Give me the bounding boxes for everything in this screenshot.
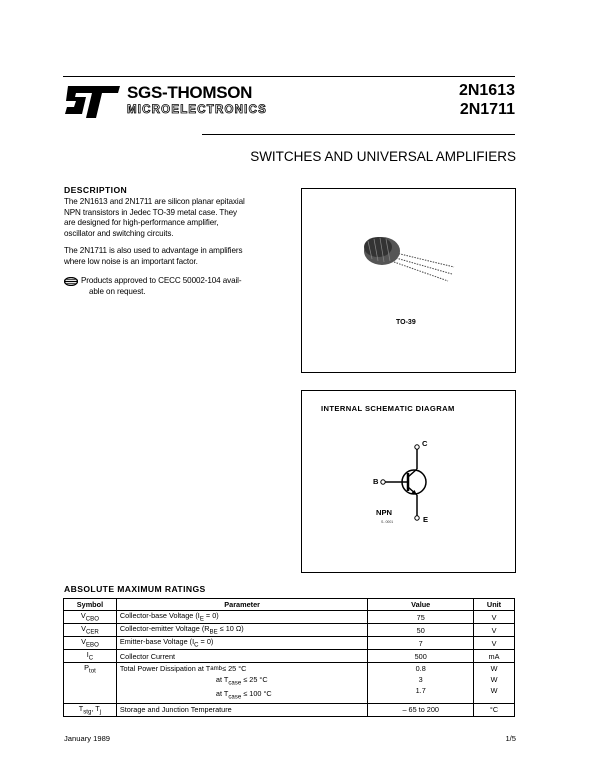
symbol-separator: , T <box>91 704 100 714</box>
collector-label: C <box>422 439 428 448</box>
text-line: Products approved to CECC 50002-104 avail- <box>81 276 242 285</box>
col-header-parameter: Parameter <box>116 599 367 611</box>
footer-date: January 1989 <box>64 734 111 743</box>
ratings-table <box>63 598 515 717</box>
parameter-text: Emitter-base Voltage (I <box>119 637 195 647</box>
power-condition-line <box>120 674 364 688</box>
unit-cell: V <box>474 611 515 624</box>
unit-line: W <box>490 675 498 684</box>
parameter-text-end: = 0) <box>198 637 214 647</box>
condition-subscript: case <box>228 679 242 687</box>
unit-cell: °C <box>474 703 515 716</box>
condition-pre: at T <box>197 664 211 673</box>
package-caption: TO-39 <box>396 319 416 326</box>
cecc-bullet-icon <box>64 277 78 286</box>
symbol: V <box>80 611 86 621</box>
parameter-cell <box>116 637 367 650</box>
col-header-unit: Unit <box>474 599 515 611</box>
unit-line: W <box>490 664 498 673</box>
symbol: P <box>84 663 89 672</box>
table-row <box>64 624 515 637</box>
description-heading: DESCRIPTION <box>64 185 128 195</box>
power-condition-line <box>120 688 364 702</box>
table-row <box>64 703 515 716</box>
symbol: T <box>78 704 84 714</box>
symbol-cell <box>64 663 117 704</box>
symbol-subscript: CBO <box>85 615 99 623</box>
subtitle-rule <box>202 134 515 135</box>
symbol: V <box>81 624 86 634</box>
unit-cell <box>474 663 515 704</box>
parameter-subscript: E <box>199 615 204 623</box>
value-cell: 7 <box>368 637 474 650</box>
value-cell: 500 <box>368 650 474 663</box>
parameter-text: Collector-base Voltage (I <box>119 611 200 621</box>
symbol: V <box>81 637 86 647</box>
condition-post: ≤ 25 °C <box>222 664 247 673</box>
parameter-subscript: C <box>194 641 199 649</box>
text-line: NPN transistors in Jedec TO-39 metal case. They <box>64 207 237 217</box>
header-top-rule <box>63 76 515 77</box>
text-line: are designed for high-performance amplifier, <box>64 218 219 228</box>
text-line: oscillator and switching circuits. <box>64 228 174 238</box>
text-line: The 2N1613 and 2N1711 are silicon planar epitaxial <box>64 197 245 206</box>
schematic-title: INTERNAL SCHEMATIC DIAGRAM <box>321 404 455 413</box>
description-paragraph-1 <box>64 197 289 239</box>
symbol-cell <box>64 611 117 624</box>
parameter-text: Collector Current <box>119 651 176 661</box>
npn-label: NPN <box>376 508 393 517</box>
parameter-text-end: = 0) <box>203 611 219 621</box>
unit-cell: V <box>474 624 515 637</box>
condition-post: ≤ 100 °C <box>241 689 272 699</box>
parameter-text: Collector-emitter Voltage (R <box>119 624 210 634</box>
text-line: where low noise is an important factor. <box>64 256 198 266</box>
parameter-cell <box>116 650 367 663</box>
condition-subscript: amb <box>210 665 223 672</box>
value-line: 0.8 <box>415 664 426 673</box>
part-number-2: 2N1711 <box>459 101 515 118</box>
company-name: SGS-THOMSON <box>127 83 253 102</box>
symbol-cell <box>64 703 117 716</box>
schematic-box <box>301 390 516 573</box>
text-line: The 2N1711 is also used to advantage in amplifiers <box>64 246 243 255</box>
parameter-cell: Storage and Junction Temperature <box>116 703 367 716</box>
symbol-subscript: EBO <box>85 641 99 649</box>
table-row-power <box>64 663 515 704</box>
value-cell <box>368 663 474 704</box>
symbol-cell <box>64 637 117 650</box>
condition-subscript: case <box>228 693 242 701</box>
unit-line: W <box>490 686 498 695</box>
value-cell: 50 <box>368 624 474 637</box>
description-paragraph-2 <box>64 246 289 267</box>
text-line: able on request. <box>89 286 146 296</box>
parameter-cell <box>116 624 367 637</box>
symbol-subscript: tot <box>89 667 96 675</box>
parameter-text-end: ≤ 10 Ω) <box>217 624 244 634</box>
unit-cell: mA <box>474 650 515 663</box>
table-row <box>64 611 515 624</box>
to39-package-icon <box>362 229 458 285</box>
parameter-subscript: BE <box>209 628 218 636</box>
symbol: I <box>86 650 89 660</box>
parameter-text: Total Power Dissipation <box>119 664 196 673</box>
table-row <box>64 637 515 650</box>
division-name: MICROELECTRONICS <box>127 104 267 116</box>
package-box <box>301 188 516 373</box>
footer-page-number: 1/5 <box>505 734 516 743</box>
table-row <box>64 650 515 663</box>
part-number-1: 2N1613 <box>458 82 515 99</box>
symbol-subscript: stg <box>83 708 92 716</box>
value-line: 1.7 <box>415 686 426 695</box>
symbol-subscript: CER <box>85 628 99 636</box>
parameter-cell <box>116 611 367 624</box>
drawing-number: S- 0001 <box>381 520 394 524</box>
col-header-value: Value <box>368 599 474 611</box>
condition-pre: at T <box>215 689 229 699</box>
value-line: 3 <box>418 675 423 684</box>
table-header-row <box>64 599 515 611</box>
st-logo-icon <box>64 84 122 120</box>
unit-cell: V <box>474 637 515 650</box>
base-label: B <box>373 477 379 486</box>
symbol-subscript: j <box>99 708 102 716</box>
emitter-label: E <box>423 515 429 524</box>
value-cell: 75 <box>368 611 474 624</box>
power-condition-line <box>120 663 364 674</box>
document-subtitle: SWITCHES AND UNIVERSAL AMPLIFIERS <box>250 149 516 164</box>
symbol-cell <box>64 624 117 637</box>
value-cell: – 65 to 200 <box>368 703 474 716</box>
symbol-cell <box>64 650 117 663</box>
condition-pre: at T <box>215 675 229 684</box>
symbol-subscript: C <box>88 654 94 662</box>
condition-post: ≤ 25 °C <box>241 675 268 684</box>
cecc-note <box>81 276 291 297</box>
parameter-cell <box>116 663 367 704</box>
ratings-title: ABSOLUTE MAXIMUM RATINGS <box>64 584 206 594</box>
col-header-symbol: Symbol <box>64 599 117 611</box>
